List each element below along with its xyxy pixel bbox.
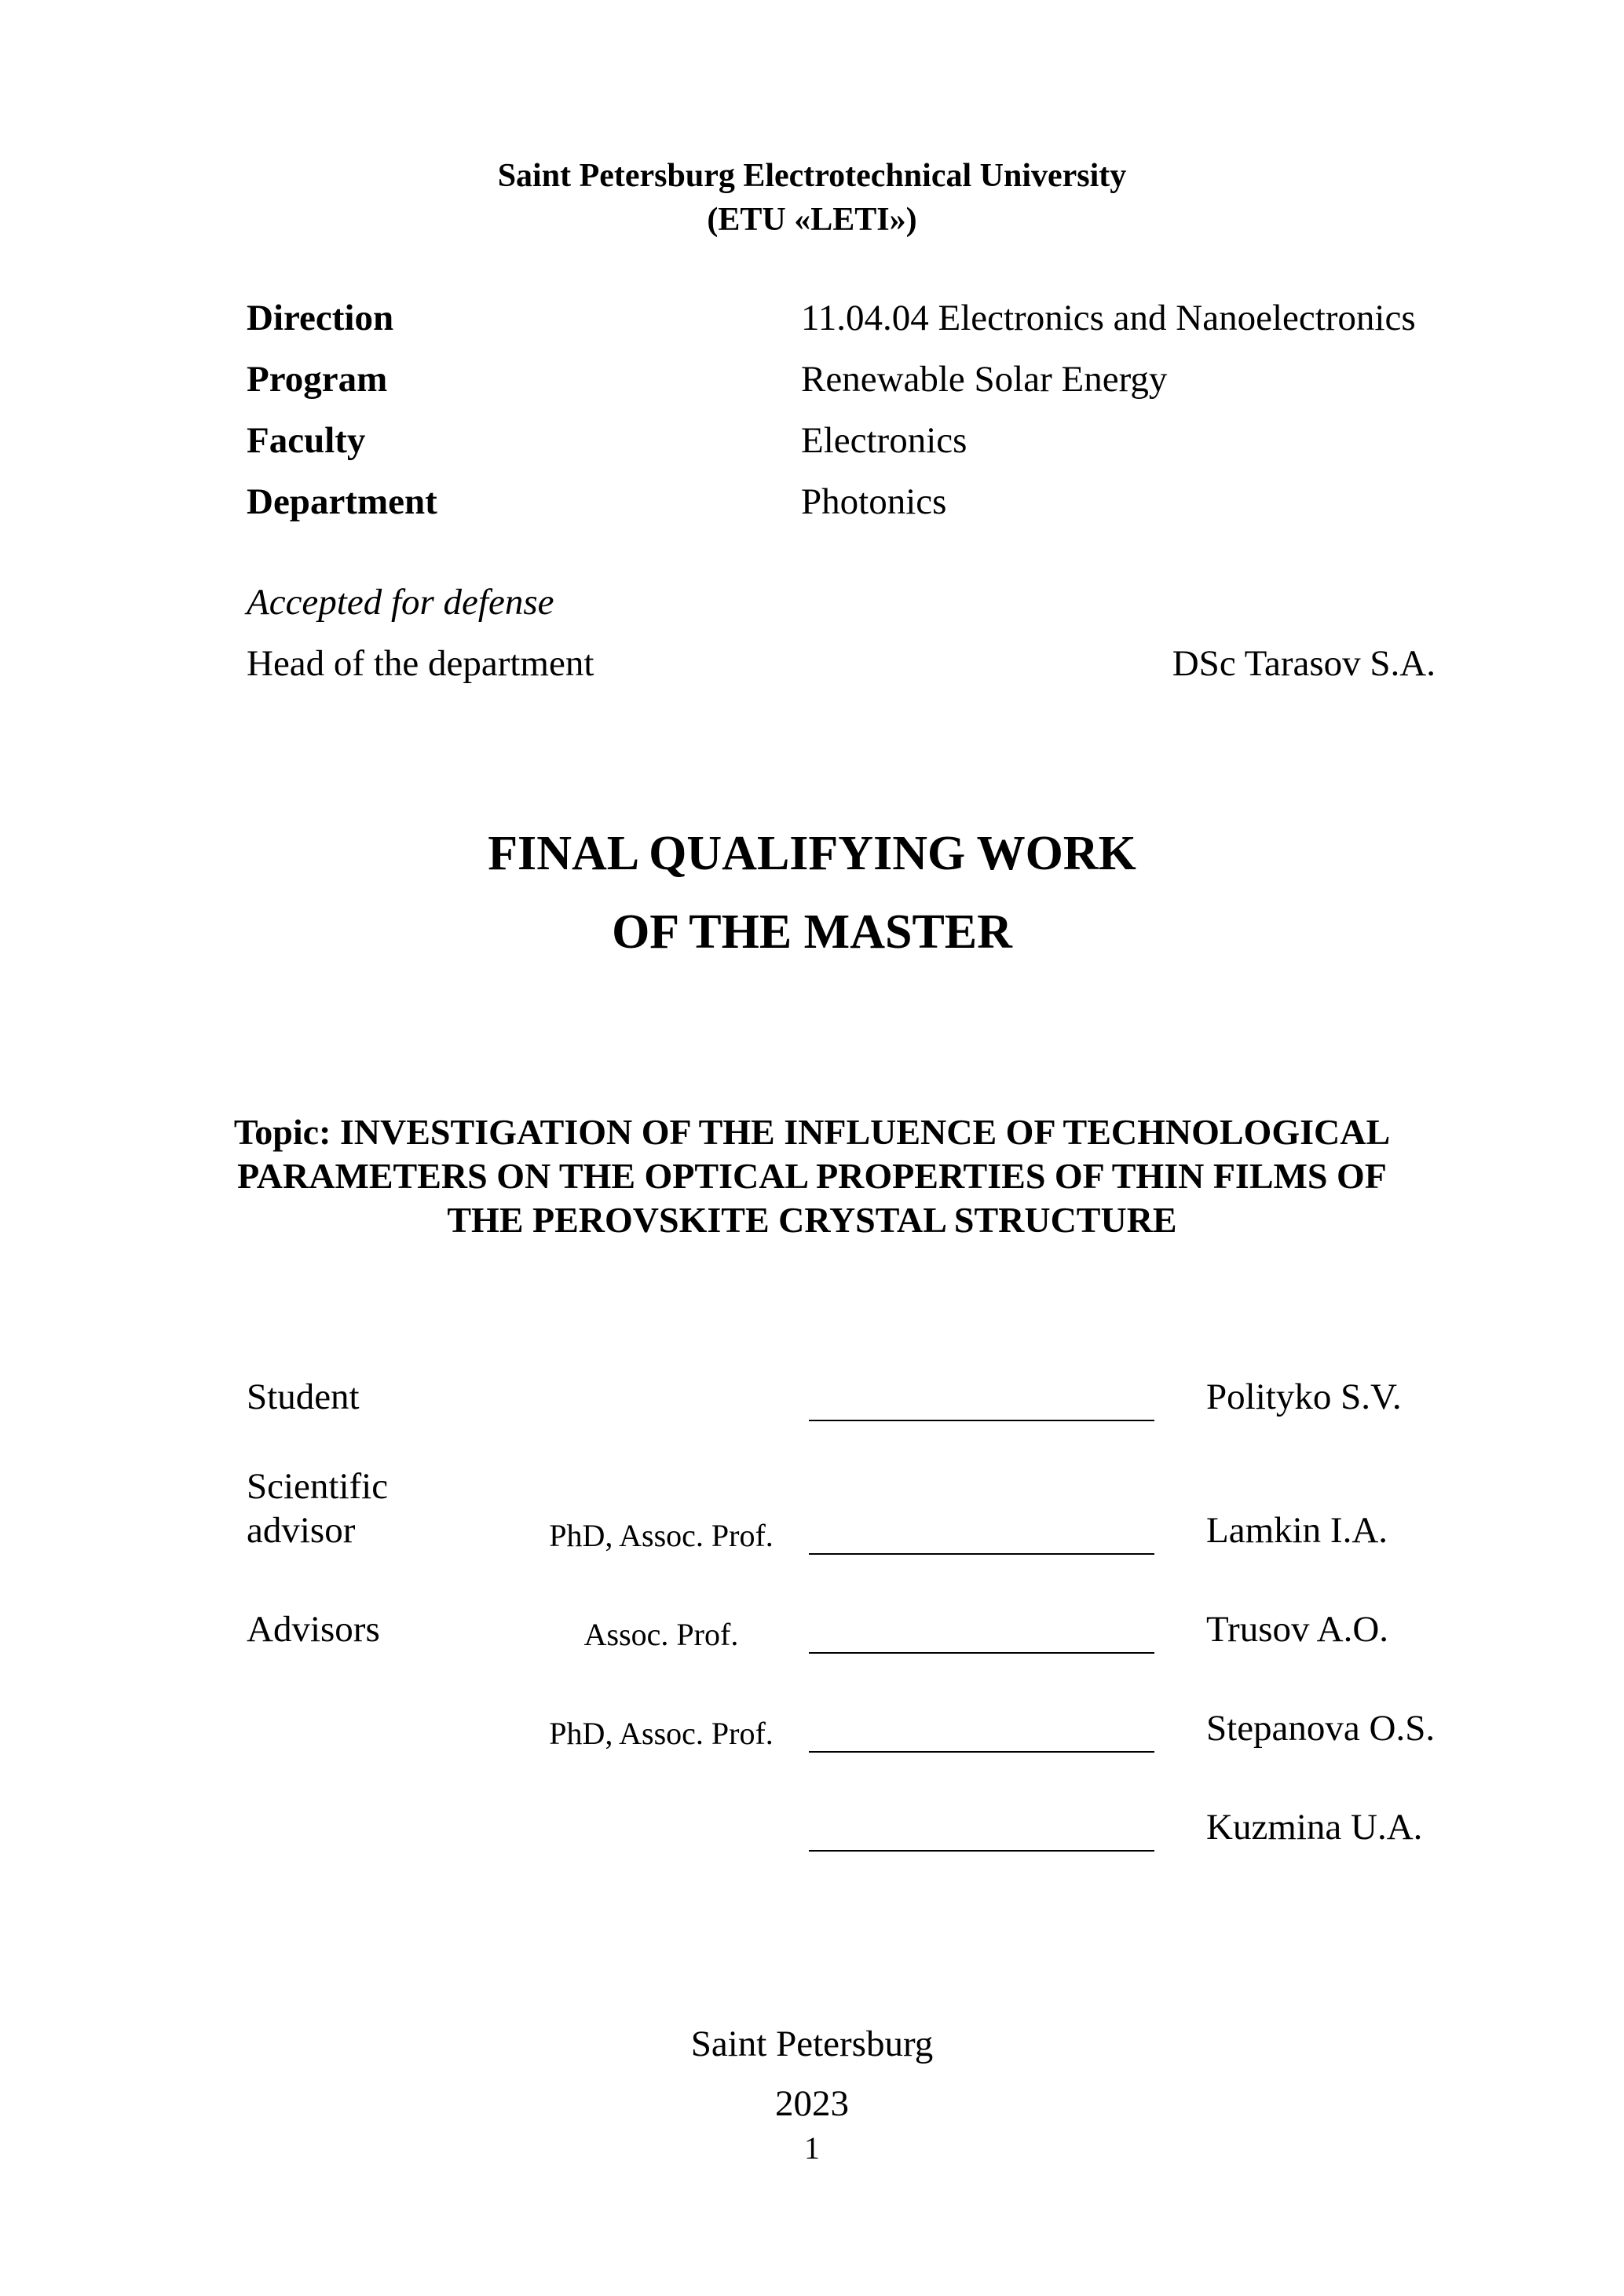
scientific-advisor-name: Lamkin I.A. [1206,1510,1388,1551]
student-role: Student [247,1377,360,1417]
document-title-line2: OF THE MASTER [612,905,1012,959]
scientific-advisor-degree: PhD, Assoc. Prof. [549,1518,774,1553]
advisor-kuzmina-name: Kuzmina U.A. [1206,1807,1423,1848]
advisor-stepanova-name: Stepanova O.S. [1206,1708,1436,1749]
program-value: Renewable Solar Energy [801,359,1168,400]
topic-line3: THE PEROVSKITE CRYSTAL STRUCTURE [447,1200,1177,1240]
faculty-label: Faculty [247,420,366,461]
faculty-value: Electronics [801,420,967,461]
advisors-role: Advisors [247,1609,380,1650]
footer-year: 2023 [775,2083,849,2124]
scientific-advisor-role-line2: advisor [247,1510,356,1551]
page-number: 1 [804,2130,820,2166]
advisor-stepanova-degree: PhD, Assoc. Prof. [549,1716,774,1751]
student-signature-line [809,1420,1154,1421]
accepted-for-defense: Accepted for defense [247,582,554,623]
program-label: Program [247,359,388,400]
head-of-department-label: Head of the department [247,643,594,684]
direction-label: Direction [247,298,394,338]
advisor-stepanova-signature-line [809,1751,1154,1753]
topic-line1: Topic: INVESTIGATION OF THE INFLUENCE OF TECHNOLOGICAL [233,1112,1391,1152]
topic-line2: PARAMETERS ON THE OPTICAL PROPERTIES OF THIN FILMS OF [237,1156,1387,1196]
footer-city: Saint Petersburg [690,2024,934,2064]
scientific-advisor-signature-line [809,1553,1154,1555]
head-of-department-name: DSc Tarasov S.A. [1172,643,1436,684]
student-name: Polityko S.V. [1206,1377,1402,1417]
direction-value: 11.04.04 Electronics and Nanoelectronics [801,298,1416,338]
advisor-trusov-degree: Assoc. Prof. [583,1617,739,1652]
department-value: Photonics [801,481,947,522]
scientific-advisor-role-line1: Scientific [247,1466,389,1507]
advisor-trusov-name: Trusov A.O. [1206,1609,1389,1650]
department-label: Department [247,481,437,522]
advisor-kuzmina-signature-line [809,1850,1154,1852]
university-abbreviation: (ETU «LETI») [707,202,917,238]
advisor-trusov-signature-line [809,1652,1154,1654]
university-name: Saint Petersburg Electrotechnical University [497,158,1127,194]
document-title-line1: FINAL QUALIFYING WORK [488,827,1136,880]
